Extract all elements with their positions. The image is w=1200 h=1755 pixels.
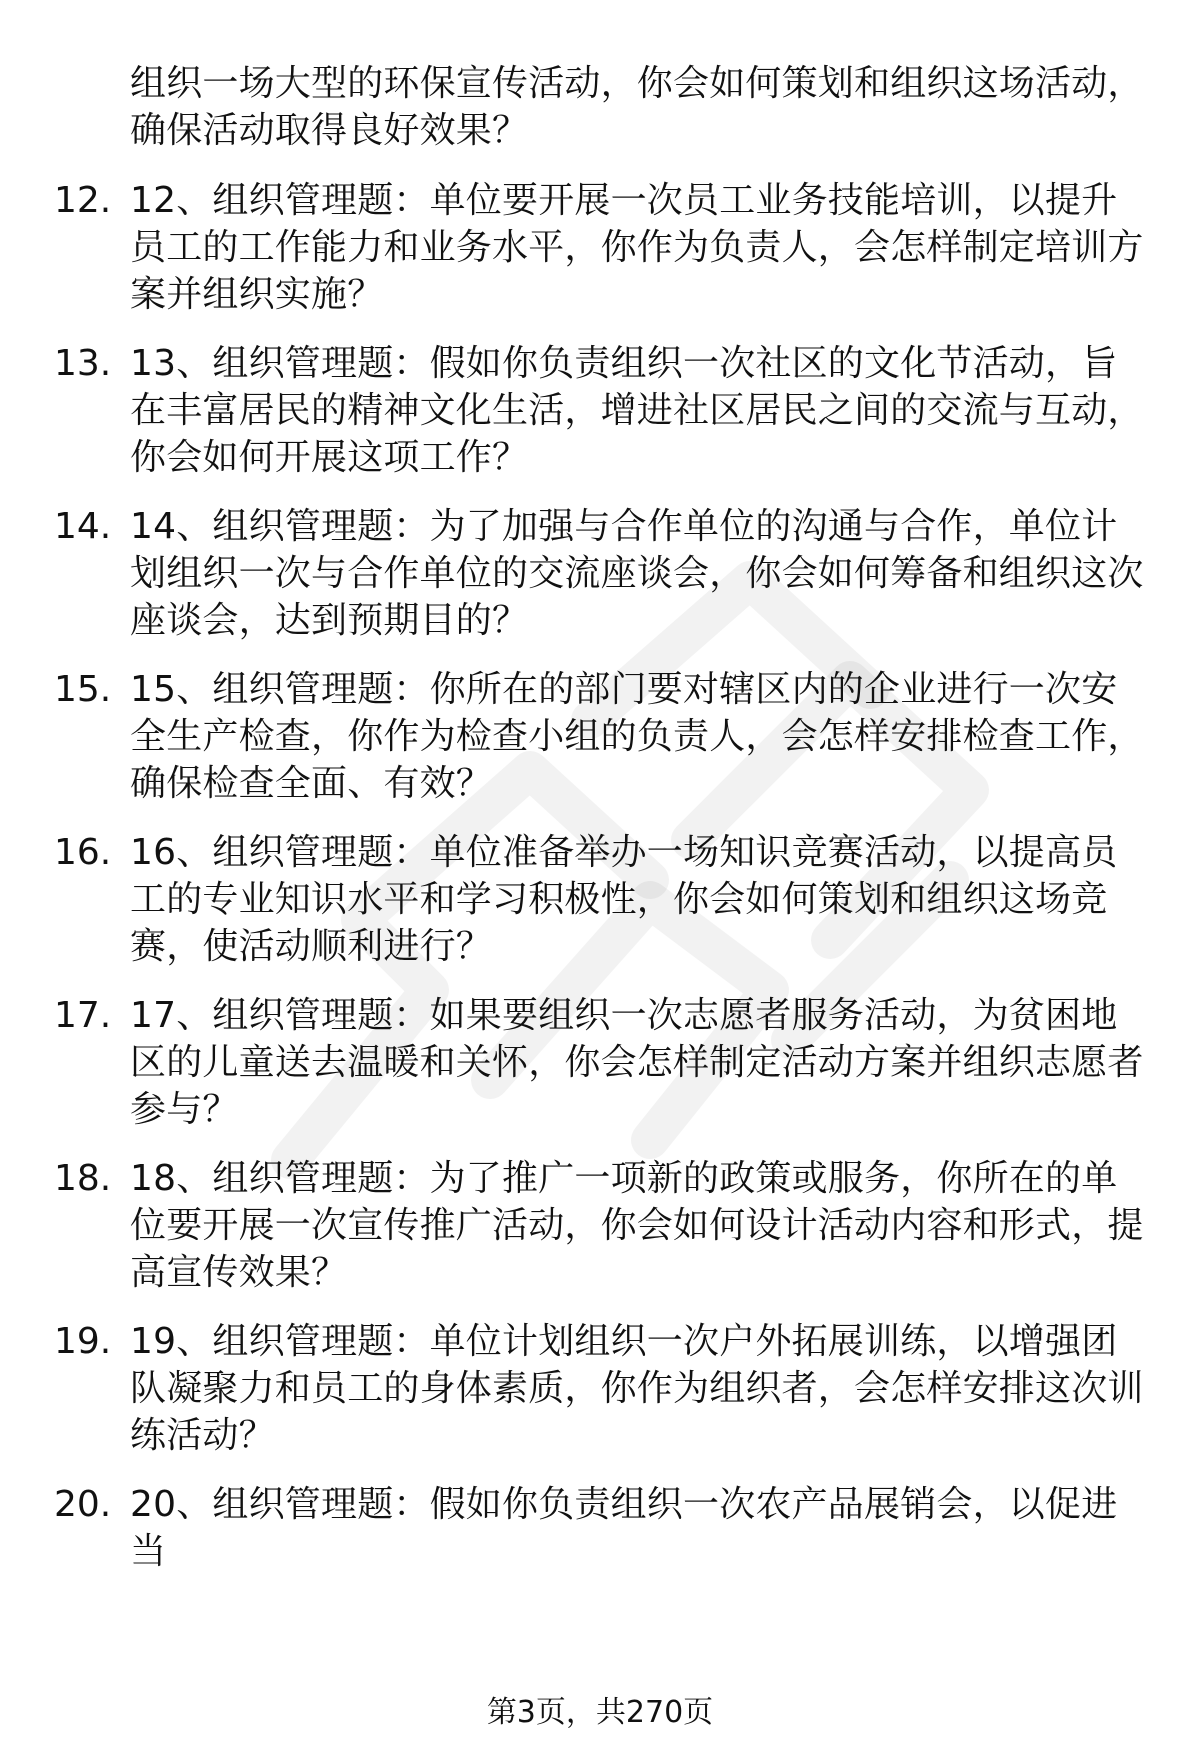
question-text: 14、组织管理题：为了加强与合作单位的沟通与合作，单位计划组织一次与合作单位的交流座谈会，你会如何筹备和组织这次座谈会，达到预期目的？	[130, 506, 1144, 641]
question-text: 16、组织管理题：单位准备举办一场知识竞赛活动，以提高员工的专业知识水平和学习积极性，你会如何策划和组织这场竞赛，使活动顺利进行？	[130, 832, 1118, 967]
continuation-text: 组织一场大型的环保宣传活动，你会如何策划和组织这场活动，确保活动取得良好效果？	[130, 63, 1144, 151]
item-number: 14.	[54, 506, 112, 547]
question-text: 17、组织管理题：如果要组织一次志愿者服务活动，为贫困地区的儿童送去温暖和关怀，你会怎样制定活动方案并组织志愿者参与？	[130, 995, 1144, 1130]
question-text: 15、组织管理题：你所在的部门要对辖区内的企业进行一次安全生产检查，你作为检查小组的负责人，会怎样安排检查工作，确保检查全面、有效？	[130, 669, 1144, 804]
question-text: 12、组织管理题：单位要开展一次员工业务技能培训，以提升员工的工作能力和业务水平，你作为负责人，会怎样制定培训方案并组织实施？	[130, 180, 1144, 315]
page-footer: 第3页，共270页	[486, 1695, 714, 1730]
item-number: 13.	[54, 343, 112, 384]
question-text: 18、组织管理题：为了推广一项新的政策或服务，你所在的单位要开展一次宣传推广活动，你会如何设计活动内容和形式，提高宣传效果？	[130, 1158, 1144, 1293]
item-number: 18.	[54, 1158, 112, 1199]
item-number: 12.	[54, 180, 112, 221]
item-number: 16.	[54, 832, 112, 873]
item-number: 15.	[54, 669, 112, 710]
question-text: 20、组织管理题：假如你负责组织一次农产品展销会，以促进当	[130, 1484, 1118, 1572]
question-text: 19、组织管理题：单位计划组织一次户外拓展训练，以增强团队凝聚力和员工的身体素质，你作为组织者，会怎样安排这次训练活动？	[130, 1321, 1144, 1456]
item-number: 19.	[54, 1321, 112, 1362]
question-text: 13、组织管理题：假如你负责组织一次社区的文化节活动，旨在丰富居民的精神文化生活，增进社区居民之间的交流与互动，你会如何开展这项工作？	[130, 343, 1144, 478]
item-number: 17.	[54, 995, 112, 1036]
item-number: 20.	[54, 1484, 112, 1525]
